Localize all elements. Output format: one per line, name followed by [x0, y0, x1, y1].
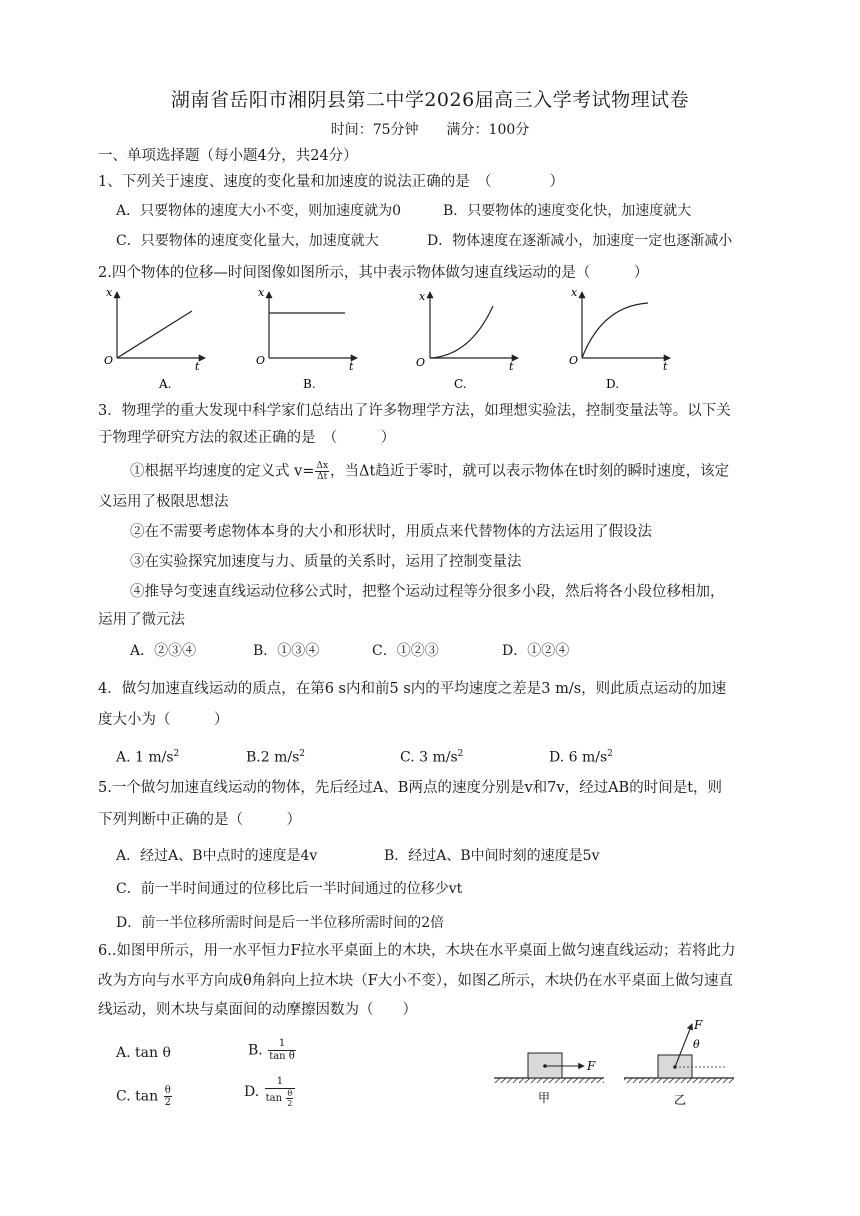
page-title: 湖南省岳阳市湘阴县第二中学2026届高三入学考试物理试卷 — [170, 89, 690, 111]
q3-statement-4: ④推导匀变速直线运动位移公式时，把整个运动过程等分很多小段，然后将各小段位移相加， — [130, 584, 725, 600]
q5-option-c: C．前一半时间通过的位移比后一半时间通过的位移少vt — [116, 881, 463, 897]
q5-stem-line1: 5.一个做匀加速直线运动的物体，先后经过A、B两点的速度分别是v和7v，经过AB的时间是t，则 — [98, 780, 723, 796]
q3-s1-part-a: ①根据平均速度的定义式 v= — [130, 463, 315, 480]
figure-jia-force: F — [587, 1059, 596, 1073]
graph-d — [569, 286, 670, 391]
q3-statement-1 — [130, 461, 729, 482]
graph-d-t-label: t — [663, 360, 668, 373]
q3-option-d: D．①②④ — [502, 643, 570, 659]
q6-stem-line1: 6..如图甲所示，用一水平恒力F拉水平桌面上的木块，木块在水平桌面上做匀速直线运动；若将此力 — [98, 943, 736, 959]
graph-c-x-label: x — [419, 290, 426, 303]
q4-option-b-exp: 2 — [299, 749, 306, 759]
graph-b-x-label: x — [258, 286, 265, 299]
q3-statement-1-cont: 义运用了极限思想法 — [98, 494, 229, 510]
graph-b-label: B. — [303, 377, 316, 391]
q6-option-c — [116, 1085, 173, 1108]
fraction-denominator: Δt — [317, 472, 328, 482]
q6-option-c-fraction — [164, 1085, 172, 1108]
q6-option-b-letter: B. — [248, 1042, 263, 1059]
q1-option-a: A．只要物体的速度大小不变，则加速度就为0 — [116, 203, 402, 219]
graph-a-label: A. — [159, 377, 172, 391]
graph-b-origin: O — [256, 354, 266, 367]
q6-option-b — [248, 1038, 297, 1063]
graph-c-label: C. — [454, 377, 467, 391]
q6-b-numerator: 1 — [268, 1038, 296, 1051]
exam-info: 时间：75分钟 满分：100分 — [330, 122, 530, 138]
q6-d-inner-den: 2 — [287, 1099, 293, 1108]
q6-option-c-text: C. tan — [116, 1088, 159, 1105]
q1-option-d: D．物体速度在逐渐减小，加速度一定也逐渐减小 — [427, 233, 733, 249]
q4-option-a-exp: 2 — [173, 749, 180, 759]
q6-c-denominator: 2 — [164, 1097, 171, 1108]
q5-stem-line2: 下列判断中正确的是（ ） — [98, 812, 301, 828]
q6-option-a: A. tan θ — [116, 1045, 171, 1061]
q3-statement-4-cont: 运用了微元法 — [98, 612, 185, 628]
figure-jia-label: 甲 — [538, 1091, 551, 1105]
q6-b-denominator: tan θ — [269, 1051, 295, 1062]
q6-option-d — [244, 1076, 296, 1108]
q5-option-d: D．前一半位移所需时间是后一半位移所需时间的2倍 — [116, 915, 445, 931]
figure-yi — [624, 1018, 734, 1107]
graph-a-origin: O — [104, 354, 114, 367]
q5-option-b: B．经过A、B中间时刻的速度是5v — [384, 848, 600, 864]
q6-d-tan: tan — [265, 1093, 283, 1104]
q4-option-c-text: C. 3 m/s — [400, 749, 458, 766]
figure-jia — [494, 1053, 604, 1105]
q4-option-a-text: A. 1 m/s — [116, 749, 174, 766]
graph-c — [416, 290, 518, 391]
graph-b — [256, 286, 357, 391]
figure-yi-label: 乙 — [674, 1093, 687, 1107]
graph-a — [104, 286, 205, 391]
graph-a-t-label: t — [195, 360, 200, 373]
graph-b-t-label: t — [349, 360, 354, 373]
q6-stem-line2: 改为方向与水平方向成θ角斜向上拉木块（F大小不变），如图乙所示，木块仍在水平桌面上做匀速直 — [98, 973, 734, 989]
q4-option-d-exp: 2 — [607, 749, 613, 759]
q6-figures — [488, 1012, 748, 1112]
q3-option-a: A．②③④ — [130, 643, 197, 659]
q2-stem: 2.四个物体的位移—时间图像如图所示，其中表示物体做匀速直线运动的是（ ） — [98, 265, 649, 281]
graph-c-origin: O — [416, 356, 426, 369]
q4-stem-line1: 4．做匀加速直线运动的质点，在第6 s内和前5 s内的平均速度之差是3 m/s，则此质点运动的加速 — [98, 681, 727, 697]
q3-stem-line2: 于物理学研究方法的叙述正确的是 （ ） — [98, 430, 396, 446]
q3-statement-3: ③在实验探究加速度与力、质量的关系时，运用了控制变量法 — [130, 554, 522, 570]
q4-option-c — [400, 744, 463, 768]
graph-d-x-label: x — [571, 286, 578, 299]
q6-option-d-fraction — [265, 1076, 296, 1108]
q6-d-inner-num: θ — [287, 1089, 293, 1098]
velocity-fraction — [315, 461, 329, 482]
q1-option-c: C．只要物体的速度变化量大，加速度就大 — [116, 233, 379, 249]
q4-option-c-exp: 2 — [457, 749, 464, 759]
graph-d-origin: O — [569, 354, 579, 367]
q6-c-numerator: θ — [164, 1085, 171, 1096]
q6-d-numerator: 1 — [265, 1076, 296, 1089]
q4-option-d-text: D. 6 m/s — [549, 749, 608, 766]
q4-option-a — [116, 744, 179, 768]
q3-stem-line1: 3．物理学的重大发现中科学家们总结出了许多物理学方法，如理想实验法，控制变量法等。以下关 — [98, 403, 731, 419]
q4-option-d — [549, 744, 613, 768]
q3-option-b: B．①③④ — [253, 643, 320, 659]
q5-option-a: A．经过A、B中点时的速度是4v — [116, 848, 318, 864]
q1-stem: 1、下列关于速度、速度的变化量和加速度的说法正确的是 （ ） — [98, 174, 564, 190]
graph-a-x-label: x — [106, 286, 113, 299]
figure-yi-angle: θ — [693, 1038, 700, 1051]
q4-option-b-text: B.2 m/s — [246, 749, 300, 766]
graph-d-label: D. — [606, 377, 620, 391]
q6-stem-line3: 线运动，则木块与桌面间的动摩擦因数为（ ） — [98, 1002, 417, 1018]
q3-s1-part-b: ，当Δt趋近于零时，就可以表示物体在t时刻的瞬时速度，该定 — [330, 463, 730, 480]
q3-option-c: C．①②③ — [372, 643, 439, 659]
q6-d-denominator — [265, 1089, 296, 1108]
q1-option-b: B．只要物体的速度变化快，加速度就大 — [443, 203, 692, 219]
q6-d-inner-fraction — [286, 1089, 293, 1108]
q2-graphs — [95, 284, 715, 394]
q3-statement-2: ②在不需要考虑物体本身的大小和形状时，用质点来代替物体的方法运用了假设法 — [130, 524, 652, 540]
q4-option-b — [246, 744, 305, 768]
section-heading: 一、单项选择题（每小题4分，共24分） — [98, 148, 358, 164]
figure-yi-force: F — [694, 1018, 703, 1032]
q6-option-b-fraction — [268, 1038, 296, 1063]
graph-c-t-label: t — [509, 360, 514, 373]
q4-stem-line2: 度大小为（ ） — [98, 712, 229, 728]
fraction-numerator: Δx — [316, 461, 329, 471]
q6-option-d-letter: D. — [244, 1084, 260, 1100]
